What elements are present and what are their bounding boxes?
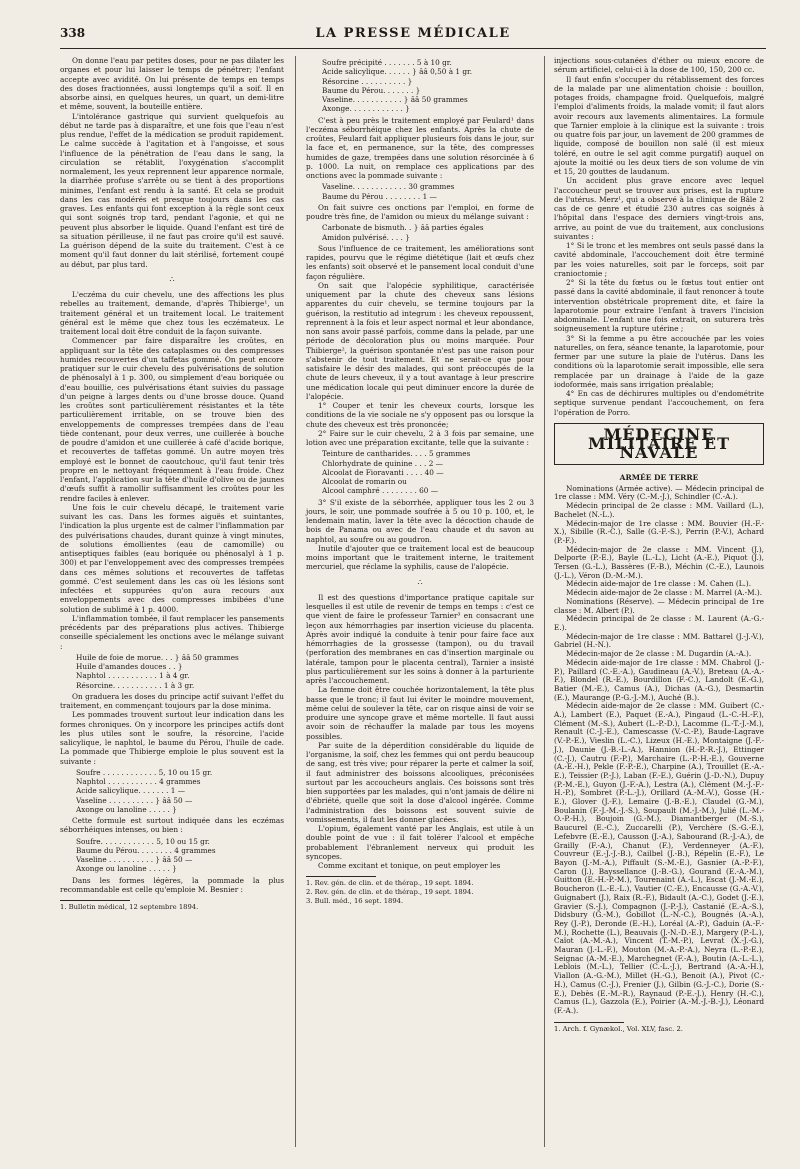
paragraph: Cette formule est surtout indiquée dans les eczémas séborrhéiques intenses, ou bien : (60, 816, 284, 835)
paragraph: L'opium, également vanté par les Anglais, est utile à un double point de vue : il fait tolérer l'alcool et empêche probablement l'ébranlement nerveux qui produit les syncopes. (306, 824, 534, 861)
prescription-line: Chlorhydrate de quinine . . . 2 — (322, 458, 443, 468)
footnote: 1. Bulletin médical, 12 septembre 1894. (60, 903, 199, 911)
section-title: MÉDECINE MILITAIRE ET NAVALE (587, 424, 731, 463)
paragraph: 4° En cas de déchirures multiples ou d'endométrite septique survenue pendant l'accouchement, on fera l'opération de Porro. (554, 389, 764, 417)
paragraph: 2° Faire sur le cuir chevelu, 2 à 3 fois par semaine, une lotion avec une préparation excitante, telle que la suivante : (306, 428, 534, 447)
appointment-entry: Médecin aide-major de 1re classe : MM. Chabrol (J.-P.), Paillard (C.-E.-A.), Gaudineau (A.-V.), Breteau (A.-A.-F.), Blondel (R.-E.), Bourdillon (F.-C.), Landolt (E.-G.), Batier (M.-E.), Camus (A.), Dichas (A.-G.), Desmartin (E.), Maurange (P.-G.-J.-M.), Auché (B.). (554, 657, 764, 702)
paragraph: 3° S'il existe de la séborrhée, appliquer tous les 2 ou 3 jours, le soir, une pommade soufrée à 5 ou 10 p. 100, et, le lendemain matin, laver la tête avec la décoction chaude de bois de Panama ou avec de l'eau chaude et du savon au naphtol, au soufre ou au goudron. (306, 497, 534, 544)
prescription-line: Naphtol . . . . . . . . . . . 4 grammes (76, 777, 201, 786)
prescription-line: Naphtol . . . . . . . . . . . 1 à 4 gr. (76, 671, 190, 681)
paragraph: Comme excitant et tonique, on peut employer les (318, 861, 501, 870)
prescription-line: Huile d'amandes douces . . } (76, 662, 183, 671)
prescription-line: Soufre . . . . . . . . . . . . 5, 10 ou 15 gr. (76, 767, 213, 777)
prescription-line: Vaseline. . . . . . . . . . . . 30 grammes (322, 182, 455, 192)
prescription-line: Baume du Pérou. . . . . . . } (322, 85, 421, 95)
paragraph: On donne l'eau par petites doses, pour ne pas dilater les organes et pour lui laisser le temps de pénétrer; l'enfant accepte avec avidité. On lui présente de temps en temps des doses fractionnées, aussi longtemps qu'il a soif. Il en absorbe ainsi, en quelques heures, un quart, un demi-litre et même, souvent, la bouteille entière. (60, 56, 284, 112)
appointment-entry: Médecin aide-major de 2e classe : MM. Guibert (C.-A.), Lambert (E.), Paquet (E.-A.), Pingaud (L.-C.-H.-F.), Clément (M.-S.), Aubert (L.-P.-D.), Lacomme (L.-T.-J.-M.), Renault (C.-J.-E.), Camescasse (V.-C.-P.), Baude-Lagrave (V.-P.-E.), Vieslin (L.-C.), Lizeux (H.-E.), Montaigne (J.-F.-J.), Daunie (J.-B.-L.-A.), Hannion (H.-P.-R.-J.), Ettinger (C.-J.), Cautru (F.-P.), Marchaire (L.-P.-H.-E.), Gouverne (A.-E.-H.), Pekle (F.-P.-E.), Charpine (A.), Trouillet (E.-A.-E.), Teissier (P.-J.), Laban (F.-E.), Guérin (J.-D.-N.), Dupuy (P.-M.-E.), Guyon (J.-F.-A.), Lestra (A.), Clément (M.-J.-F.-H.-P.), Sombret (P.-L.-J.), Orillard (A.-M.-V.), Gosse (H.-E.), Glover (J.-F.), Lemaire (J.-B.-E.), Claudel (G.-M.), Boulanin (F.-J.-M.-J.-S.), Soupault (M.-J.-M.), Julié (L.-M.-O.-P.-H.), Boujoin (G.-M.), Diamantberger (M.-S.), Baucurel (E.-C.), Zuccarelli (P.), Verchère (S.-G.-E.), Lefebvre (E.-E.), Causson (J.-A.), Sabourand (R.-J.-A.), de Grailly (F.-A.), Chanut (F.), Verdenneyer (A.-F.), Couvreur (E.-J.-J.-B.), Cailbel (J.-B.), Répelin (E.-F.), Le Bayon (J.-M.-A.), Piffault (S.-M.-E.), Gasnier (A.-P.-F.), Caron (J.), Bayssellance (J.-B.-G.), Gourand (E.-A.-M.), Guitton (E.-H.-P.-M.), Tourenaint (A.-L.), Escat (J.-M.-E.), Boucheron (L.-E.-L.), Vautier (C.-E.), Encausse (G.-A.-V.), Guignabert (J.), Raix (R.-F.), Bidault (A.-C.), Godet (J.-E.), Gravier (S.-J.), Compagnon (J.-P.-J.), Castanié (E.-A.-S.), Didsbury (G.-M.), Gobillot (L.-N.-C.), Bougnés (A.-A.), Rey (J.-P.), Deronde (E.-H.), Loréal (A.-P.), Gaduin (A.-F.-M.), Rochette (L.), Beauvais (J.-N.-D.-E.), Margery (P.-L.), Caïot (A.-M.-A.), Vincent (T.-M.-P.), Levrat (X.-J.-G.), Mauran (J.-L.-F.), Mouton (M.-A.-P.-A.), Neyra (L.-P.-E.), Seignac (A.-M.-E.), Marchegnet (F.-A.), Boutin (A.-L.-L.), Leblois (M.-L.), Tellier (C.-L.-J.), Bertrand (A.-A.-H.), Viallon (A.-G.-M.), Millet (H.-G.), Benoit (A.), Pivot (C.-H.), Camus (C.-J.), Frenier (J.), Gilbin (G.-J.-C.), Dorie (S.-E.), Debès (E.-M.-R.), Raynaud (P.-E.-J.), Henry (H.-C.), Camus (L.), Gazzola (E.), Poirier (A.-M.-J.-B.-J.), Léonard (F.-A.). (554, 701, 764, 1015)
appointment-entry: Nominations (Armée active). — Médecin principal de 1re classe : MM. Véry (C.-M.-J.), Schindler (C.-A.). (554, 483, 764, 502)
column-rule (295, 56, 296, 1147)
column-2 (306, 56, 534, 906)
appointment-entry: Nominations (Réserve). — Médecin principal de 1re classe : M. Albert (P.). (554, 596, 764, 615)
prescription-line: Carbonate de bismuth. . } ââ parties égales (322, 223, 484, 233)
appointment-entry: Médecin principal de 2e classe : M. Laurent (A.-G.-E.). (554, 614, 764, 632)
paragraph: On graduera les doses du principe actif suivant l'effet du traitement, en commençant toujours par la dose minima. (60, 691, 284, 710)
paragraph: 1° Si le tronc et les membres ont seuls passé dans la cavité abdominale, l'accouchement doit être terminé par les voies naturelles, soit par le forceps, soit par cranioctomie ; (554, 241, 764, 278)
appointment-entry: Médecin aide-major de 2e classe : M. Marrel (A.-M.). (566, 588, 763, 598)
footnote: 1. Rev. gén. de clin. et de thérap., 19 sept. 1894. (306, 879, 474, 888)
prescription-line: Huile de foie de morue. . . } ââ 50 grammes (76, 652, 239, 662)
prescription-line: Axonge. . . . . . . . . . . . } (322, 104, 410, 114)
column-1 (60, 56, 284, 912)
paragraph: Il est des questions d'importance pratique capitale sur lesquelles il est utile de revenir de temps en temps : c'est ce que vient de faire le professeur Tarnier³ en consacrant une leçon aux hémorrhagies par insertion vicieuse du placenta. Après avoir indiqué la conduite à tenir pour faire face aux hémorrhagies de la grossesse (tampon), ou du travail (perforation des membranes en cas d'insertion marginale ou latérale, tampon pour le placenta central), Tarnier a insisté plus particulièrement sur les soins à donner à la parturiente après l'accouchement. (306, 592, 534, 685)
prescription (322, 58, 534, 114)
paragraph: 1° Couper et tenir les cheveux courts, lorsque les conditions de la vie sociale ne s'y opposent pas ou lorsque la chute des cheveux est très prononcée; (306, 401, 534, 429)
appointment-entry: Médecin-major de 1re classe : MM. Battarel (J.-J.-V.), Gabriel (H.-N.). (554, 631, 764, 650)
paragraph: 3° Si la femme a pu être accouchée par les voies naturelles, on fera, séance tenante, la laparotomie, pour fermer par une suture la plaie de l'utérus. Dans les conditions où la laparotomie serait impossible, elle sera remplacée par un drainage à l'aide de la gaze iodoformée, mais sans irrigation préalable; (554, 333, 764, 389)
paragraph: On fait suivre ces onctions par l'emploi, en forme de poudre très fine, de l'amidon ou mieux du mélange suivant : (306, 202, 534, 221)
appointment-entry: Médecin principal de 2e classe : MM. Vaillard (L.), Bachelet (N.-L.). (554, 501, 764, 519)
prescription-line: Amidon pulvérisé. . . . } (322, 232, 410, 242)
footnote-rule (306, 876, 376, 877)
prescription-line: Alcoolat de Fioravanti . . . . 40 — (322, 467, 444, 477)
section-header-box (554, 423, 764, 465)
military-appointments (554, 485, 764, 1016)
appointment-entry: Médecin aide-major de 1re classe : M. Cahen (L.). (566, 579, 752, 589)
footnote: 3. Bull. méd., 16 sept. 1894. (306, 897, 404, 906)
column-rule (544, 56, 545, 1147)
prescription-line: Résorcine. . . . . . . . . . . 1 à 3 gr. (76, 680, 195, 690)
paragraph: Inutile d'ajouter que ce traitement local est de beaucoup moins important que le traitement interne, le traitement mercuriel, que réclame la syphilis, cause de l'alopécie. (306, 543, 534, 572)
paragraph: On sait que l'alopécie syphilitique, caractérisée uniquement par la chute des cheveux sans lésions apparentes du cuir chevelu, se termine toujours par la guérison, la restitutio ad integrum : les cheveux repoussent, reprennent à la fois et leur aspect normal et leur abondance, non sans avoir passé parfois, comme dans la pelade, par une période de décoloration plus ou moins marquée. Pour Thibierge², la guérison spontanée n'est pas une raison pour s'abstenir de tout traitement. Et ne serait-ce que pour satisfaire le désir des malades, qui sont préoccupés de la chute de leurs cheveux, il y a tout avantage à leur prescrire une médication locale qui peut diminuer encore la durée de l'alopécie. (306, 280, 534, 401)
prescription (322, 182, 534, 201)
paragraph: C'est à peu près le traitement employé par Feulard¹ dans l'eczéma séborrhéique chez les enfants. Après la chute de croûtes, Feulard fait appliquer plusieurs fois dans le jour, sur la face et, en permanence, sur la tête, des compresses humides de gaze, trempées dans une solution résorcinée à 6 p. 1000. La nuit, on remplace ces applications par des onctions avec la pommade suivante : (306, 115, 534, 180)
section-separator: ∴ (417, 577, 423, 587)
column-3 (554, 56, 764, 1034)
prescription-line: Vaseline . . . . . . . . . . } ââ 50 — (76, 855, 193, 864)
prescription-line: Baume du Pérou . . . . . . . . 1 — (322, 191, 437, 201)
prescription-line: Alcool camphré . . . . . . . . 60 — (322, 486, 438, 496)
paragraph: Les pommades trouvent surtout leur indication dans les formes chroniques. On y incorpore les principes actifs dont les plus utiles sont le soufre, la résorcine, l'acide salicylique, le naphtol, le baume du Pérou, l'huile de cade. La pommade que Thibierge emploie le plus souvent est la suivante : (60, 710, 284, 766)
prescription-line: Baume du Pérou. . . . . . . . 4 grammes (76, 845, 216, 855)
paragraph: Il faut enfin s'occuper du rétablissement des forces de la malade par une alimentation choisie : bouillon, potages froids, champagne froid. Quelquefois, malgré l'emploi d'aliments froids, la malade vomit; il faut alors avoir recours aux lavements alimentaires. La formule que Tarnier emploie à la clinique est la suivante : trois ou quatre fois par jour, un lavement de 200 grammes de liquide, composé de bouillon non salé (il est mieux toléré, en outre le sel agit comme purgatif) auquel on ajoute la moitié ou les deux tiers de son volume de vin et 15, 20 gouttes de laudanum. (554, 74, 764, 176)
prescription (322, 449, 534, 495)
prescription-line: Teinture de cantharides. . . . 5 grammes (322, 449, 471, 459)
prescription-line: Axonge ou lanoline . . . . . } (76, 804, 177, 814)
appointment-entry: Médecin-major de 2e classe : MM. Vincent (J.), Delporte (P.-E.), Bayle (L.-L.), Licht (A.-E.), Piquot (J.), Tersen (G.-L.), Bassères (F.-B.), Méchin (C.-E.), Launois (J.-L.), Véron (D.-M.-M.). (554, 544, 764, 580)
prescription-line: Vaseline . . . . . . . . . . } ââ 50 — (76, 795, 193, 805)
subsection-title: ARMÉE DE TERRE (619, 472, 699, 482)
appointment-entry: Médecin-major de 1re classe : MM. Bouvier (H.-F.-X.), Sibille (R.-C.), Salle (G.-F.-S.), Perrin (P.-V.), Achard (P.-F.). (554, 518, 764, 545)
prescription (76, 837, 284, 874)
paragraph: Dans les formes légères, la pommade la plus recommandable est celle qu'emploie M. Besnier : (60, 875, 284, 894)
prescription-line: Soufre précipité . . . . . . . 5 à 10 gr. (322, 58, 452, 67)
paragraph: 2° Si la tête du fœtus ou le fœtus tout entier ont passé dans la cavité abdominale, il faut renoncer à toute intervention obstétricale proprement dite, et faire la laparotomie pour extraire l'enfant à travers l'incision abdominale. L'enfant une fois extrait, on suturera très soigneusement la rupture utérine ; (554, 278, 764, 334)
paragraph: L'eczéma du cuir chevelu, une des affections les plus rebelles au traitement, demande, d'après Thibierge¹, un traitement général et un traitement local. Le traitement général est le même que chez tous les eczémateux. Le traitement local doit être conduit de la façon suivante. (60, 290, 284, 336)
prescription (76, 768, 284, 814)
paragraph: L'intolérance gastrique qui survient quelquefois au début ne tarde pas à disparaître, et une fois que l'eau n'est plus rendue, l'effet de la médication se produit rapidement. Le calme succède à l'agitation et à l'angoisse, et sous l'influence de la pénétration de l'eau dans le sang, la circulation se rétablit, l'oxygénation s'accomplit normalement, les yeux reprennent leur apparence normale, la diarrhée profuse s'arrête ou se tient à des proportions minimes, l'enfant est rendu à la santé. Et cela se produit dans les cas modérés et presque toujours dans les cas graves. Les enfants qui font exception à la règle sont ceux qui sont soignés trop tard, pendant l'agonie, et qui ne peuvent plus absorber le liquide. Quand l'enfant est tiré de sa situation périlleuse, il ne faut pas croire qu'il est sauvé. La guérison dépend de la suite du traitement. C'est à ce moment qu'il faut donner du lait stérilisé, fortement coupé au début, par plus tard. (60, 111, 284, 269)
prescription (76, 653, 284, 690)
paragraph: Sous l'influence de ce traitement, les améliorations sont rapides, pourvu que le régime diététique (lait et œufs chez les enfants) soit observé et le pansement local conduit d'une façon régulière. (306, 243, 534, 281)
prescription (322, 223, 534, 242)
prescription-line: Acide salicylique. . . . . . } ââ 0,50 à 1 gr. (322, 67, 473, 77)
prescription-line: Soufre. . . . . . . . . . . . 5, 10 ou 15 gr. (76, 836, 210, 846)
prescription-line: Résorcine . . . . . . . . . . } (322, 76, 413, 86)
paragraph: L'inflammation tombée, il faut remplacer les pansements précédents par des préparations plus actives. Thibierge conseille spécialement les onctions avec le mélange suivant : (60, 613, 284, 651)
journal-title: LA PRESSE MÉDICALE (315, 26, 511, 41)
footnote: 2. Rev. gén. de clin. et de thérap., 19 sept. 1894. (306, 888, 474, 897)
appointment-entry: Médecin-major de 2e classe : M. Dugardin (A.-A.). (566, 649, 752, 659)
footnote: 1. Arch. f. Gynækol., Vol. XLV, fasc. 2. (554, 1024, 683, 1033)
paragraph: Un accident plus grave encore avec lequel l'accoucheur peut se trouver aux prises, est la rupture de l'utérus. Merz¹, qui a observé à la clinique de Bâle 2 cas de ce genre et étudié 230 autres cas soignés à l'hôpital dans l'espace des derniers vingt-trois ans, arrive, au point de vue du traitement, aux conclusions suivantes : (554, 176, 764, 241)
footnote-rule (554, 1022, 624, 1023)
paragraph: Par suite de la déperdition considérable du liquide de l'organisme, la soif, chez les femmes qui ont perdu beaucoup de sang, est très vive; pour réparer la perte et calmer la soif, il faut administrer des boissons alcooliques, préconisées surtout par les accoucheurs anglais. Ces boissons sont très bien supportées par les malades, qui n'ont jamais de délire ni d'ébriété, quelle que soit la dose d'alcool ingérée. Comme l'administration des boissons est souvent suivie de vomissements, il faut les donner glacées. (306, 740, 534, 824)
paragraph: injections sous-cutanées d'éther ou mieux encore de sérum artificiel, celui-ci à la dose de 100, 150, 200 cc. (554, 56, 764, 75)
prescription-line: Alcoolat de romarin ou (322, 477, 407, 486)
prescription-line: Axonge ou lanoline . . . . . } (76, 864, 177, 874)
page-number: 338 (60, 26, 86, 40)
paragraph: Une fois le cuir chevelu décapé, le traitement varie suivant les cas. Dans les formes aiguës et suintantes, l'indication la plus urgente est de calmer l'inflammation par des pulvérisations chaudes, durant quinze à vingt minutes, de solutions émollientes (eau de camomille) ou antiseptiques faibles (eau boriquée ou phénosalyl à 1 p. 300) et par l'enveloppement avec des compresses trempées dans ces mêmes solutions et recouvertes de taffetas gommé. C'est seulement dans les cas où les lésions sont infectées et suppurées qu'on aura recours aux enveloppements avec des compresses imbibées d'une solution de sublimé à 1 p. 4000. (60, 502, 284, 614)
paragraph: La femme doit être couchée horizontalement, la tête plus basse que le tronc; il faut lui éviter le moindre mouvement, même celui de soulever la tête, car on risque ainsi de voir se produire une syncope grave et même mortelle. Il faut aussi avoir soin de réchauffer la malade par tous les moyens possibles. (306, 685, 534, 741)
footnote-rule (60, 900, 130, 901)
paragraph: Commencer par faire disparaître les croûtes, en appliquant sur la tête des cataplasmes ou des compresses humides recouvertes d'un taffetas gommé. On peut encore pratiquer sur le cuir chevelu des pulvérisations de solution de phénosalyl à 1 p. 300, ou simplement d'eau boriquée ou d'eau bouillie, ces pulvérisations étant suivies du passage d'un peigne à larges dents ou d'une brosse douce. Quand les croûtes sont particulièrement résistantes et la tête particulièrement irritable, on se trouve bien des enveloppements de compresses trempées dans de l'eau tiède contenant, pour deux verres, une cuillerée à bouche de poudre d'amidon et une cuillerée à café d'acide borique, et recouvertes de taffetas gommé. Un autre moyen très employé est le bonnet de caoutchouc, qu'il faut tenir très propre en le nettoyant fréquemment à l'eau froide. Chez l'enfant, l'application sur la tête d'huile d'olive ou de jaunes d'œufs suffit à ramollir suffisamment les croûtes pour les rendre faciles à enlever. (60, 336, 284, 503)
section-separator: ∴ (169, 274, 175, 284)
prescription-line: Vaseline. . . . . . . . . . . } ââ 50 grammes (322, 95, 468, 104)
page-header (60, 26, 766, 49)
prescription-line: Acide salicylique. . . . . . . 1 — (76, 786, 186, 796)
